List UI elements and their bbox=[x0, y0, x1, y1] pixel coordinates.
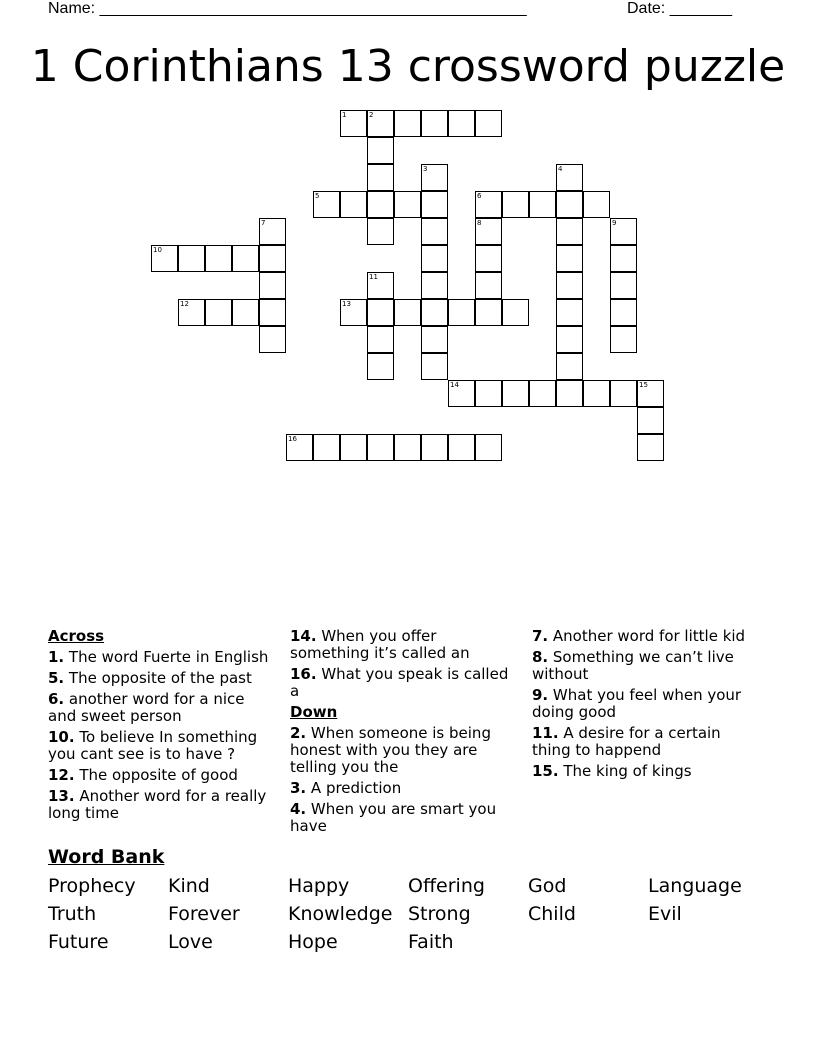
crossword-cell[interactable] bbox=[475, 191, 502, 218]
crossword-cell[interactable] bbox=[367, 164, 394, 191]
clue-number: 1 bbox=[342, 111, 347, 119]
crossword-cell[interactable] bbox=[394, 110, 421, 137]
crossword-cell[interactable] bbox=[232, 299, 259, 326]
word-bank-word: Truth bbox=[48, 903, 97, 925]
clue-text: Another word for a really long time bbox=[48, 787, 267, 822]
crossword-cell[interactable] bbox=[583, 380, 610, 407]
clue-number: 5 bbox=[315, 192, 320, 200]
clue-number: 15 bbox=[639, 381, 648, 389]
crossword-cell[interactable] bbox=[367, 353, 394, 380]
clue-number-label: 14. bbox=[290, 627, 317, 645]
clue-text: The opposite of the past bbox=[64, 669, 252, 687]
clue-number-label: 2. bbox=[290, 724, 307, 742]
word-bank-word: Love bbox=[168, 931, 213, 953]
crossword-cell[interactable] bbox=[421, 326, 448, 353]
clue-number-label: 7. bbox=[532, 627, 549, 645]
crossword-cell[interactable] bbox=[583, 191, 610, 218]
clue-number: 13 bbox=[342, 300, 351, 308]
crossword-cell[interactable] bbox=[205, 245, 232, 272]
crossword-cell[interactable] bbox=[637, 407, 664, 434]
clue-text: A desire for a certain thing to happend bbox=[532, 724, 721, 759]
clue-text: What you speak is called a bbox=[290, 665, 509, 700]
clue-number-label: 9. bbox=[532, 686, 549, 704]
crossword-cell[interactable] bbox=[421, 245, 448, 272]
word-bank-word: Child bbox=[528, 903, 576, 925]
crossword-cell[interactable] bbox=[448, 110, 475, 137]
crossword-cell[interactable] bbox=[556, 164, 583, 191]
clue-number: 16 bbox=[288, 435, 297, 443]
word-bank-word: Prophecy bbox=[48, 875, 136, 897]
crossword-cell[interactable] bbox=[367, 299, 394, 326]
crossword-cell[interactable] bbox=[340, 191, 367, 218]
word-bank-title: Word Bank bbox=[48, 846, 165, 868]
crossword-cell[interactable] bbox=[556, 353, 583, 380]
crossword-cell[interactable] bbox=[232, 245, 259, 272]
clue-number-label: 3. bbox=[290, 779, 307, 797]
crossword-cell[interactable] bbox=[421, 272, 448, 299]
clue-text: Something we can’t live without bbox=[532, 648, 734, 683]
clue-number: 7 bbox=[261, 219, 266, 227]
clue-text: What you feel when your doing good bbox=[532, 686, 742, 721]
clues-column-2 bbox=[290, 628, 518, 839]
crossword-cell[interactable] bbox=[367, 272, 394, 299]
crossword-cell[interactable] bbox=[556, 380, 583, 407]
crossword-cell[interactable] bbox=[367, 326, 394, 353]
crossword-cell[interactable] bbox=[340, 434, 367, 461]
clue-item bbox=[48, 729, 276, 763]
down-heading: Down bbox=[290, 703, 338, 721]
clue-text: Another word for little kid bbox=[548, 627, 746, 645]
crossword-cell[interactable] bbox=[367, 137, 394, 164]
crossword-cell[interactable] bbox=[502, 191, 529, 218]
crossword-cell[interactable] bbox=[475, 245, 502, 272]
word-bank-word: Kind bbox=[168, 875, 210, 897]
word-bank-word: Strong bbox=[408, 903, 471, 925]
clue-number-label: 4. bbox=[290, 800, 307, 818]
word-bank-word: Evil bbox=[648, 903, 682, 925]
crossword-cell[interactable] bbox=[394, 299, 421, 326]
clue-number-label: 11. bbox=[532, 724, 559, 742]
crossword-cell[interactable] bbox=[259, 245, 286, 272]
clue-item bbox=[48, 788, 276, 822]
crossword-cell[interactable] bbox=[367, 218, 394, 245]
word-bank-word: Language bbox=[648, 875, 742, 897]
crossword-cell[interactable] bbox=[637, 380, 664, 407]
crossword-cell[interactable] bbox=[475, 272, 502, 299]
across-heading: Across bbox=[48, 627, 105, 645]
name-field-label: Name: ________________________________________________ bbox=[48, 0, 527, 17]
clue-number: 4 bbox=[558, 165, 563, 173]
clue-number: 3 bbox=[423, 165, 428, 173]
crossword-cell[interactable] bbox=[286, 434, 313, 461]
clue-text: When someone is being honest with you they are telling you the bbox=[290, 724, 491, 776]
clues-column-1 bbox=[48, 628, 276, 826]
word-bank-word: Offering bbox=[408, 875, 485, 897]
clue-item bbox=[532, 725, 760, 759]
crossword-cell[interactable] bbox=[475, 110, 502, 137]
clue-number-label: 1. bbox=[48, 648, 65, 666]
clue-item bbox=[532, 763, 760, 780]
crossword-cell[interactable] bbox=[448, 299, 475, 326]
crossword-cell[interactable] bbox=[637, 434, 664, 461]
clue-number-label: 12. bbox=[48, 766, 75, 784]
page-title: 1 Corinthians 13 crossword puzzle bbox=[30, 41, 786, 92]
crossword-cell[interactable] bbox=[340, 110, 367, 137]
clue-item bbox=[290, 628, 518, 662]
clue-item bbox=[48, 691, 276, 725]
clue-number: 10 bbox=[153, 246, 162, 254]
clue-number: 6 bbox=[477, 192, 482, 200]
clue-number: 14 bbox=[450, 381, 459, 389]
crossword-cell[interactable] bbox=[421, 110, 448, 137]
crossword-cell[interactable] bbox=[610, 245, 637, 272]
word-bank-word: Faith bbox=[408, 931, 454, 953]
crossword-cell[interactable] bbox=[610, 326, 637, 353]
clue-item bbox=[532, 628, 760, 645]
crossword-cell[interactable] bbox=[448, 434, 475, 461]
crossword-cell[interactable] bbox=[313, 434, 340, 461]
crossword-cell[interactable] bbox=[502, 299, 529, 326]
crossword-cell[interactable] bbox=[610, 299, 637, 326]
crossword-cell[interactable] bbox=[610, 272, 637, 299]
clue-number-label: 10. bbox=[48, 728, 75, 746]
crossword-cell[interactable] bbox=[556, 245, 583, 272]
clues-column-3 bbox=[532, 628, 760, 784]
crossword-cell[interactable] bbox=[259, 299, 286, 326]
crossword-cell[interactable] bbox=[502, 380, 529, 407]
crossword-cell[interactable] bbox=[475, 380, 502, 407]
clue-text: When you offer something it’s called an bbox=[290, 627, 470, 662]
word-bank-word: Hope bbox=[288, 931, 338, 953]
clue-number: 9 bbox=[612, 219, 617, 227]
clue-item bbox=[532, 649, 760, 683]
crossword-cell[interactable] bbox=[556, 272, 583, 299]
crossword-cell[interactable] bbox=[421, 353, 448, 380]
clue-text: another word for a nice and sweet person bbox=[48, 690, 245, 725]
crossword-cell[interactable] bbox=[475, 434, 502, 461]
crossword-cell[interactable] bbox=[394, 191, 421, 218]
crossword-cell[interactable] bbox=[205, 299, 232, 326]
clue-text: A prediction bbox=[306, 779, 402, 797]
crossword-cell[interactable] bbox=[556, 299, 583, 326]
crossword-cell[interactable] bbox=[421, 191, 448, 218]
crossword-cell[interactable] bbox=[556, 326, 583, 353]
clue-number-label: 15. bbox=[532, 762, 559, 780]
clue-text: The word Fuerte in English bbox=[64, 648, 269, 666]
word-bank-word: Happy bbox=[288, 875, 350, 897]
crossword-cell[interactable] bbox=[610, 218, 637, 245]
crossword-cell[interactable] bbox=[340, 299, 367, 326]
crossword-cell[interactable] bbox=[421, 218, 448, 245]
clue-item bbox=[532, 687, 760, 721]
word-bank-word: God bbox=[528, 875, 567, 897]
date-field-label: Date: _______ bbox=[627, 0, 732, 17]
crossword-cell[interactable] bbox=[259, 218, 286, 245]
clue-number: 8 bbox=[477, 219, 482, 227]
crossword-cell[interactable] bbox=[151, 245, 178, 272]
clue-item bbox=[290, 801, 518, 835]
crossword-cell[interactable] bbox=[475, 218, 502, 245]
crossword-cell[interactable] bbox=[556, 191, 583, 218]
clue-number-label: 16. bbox=[290, 665, 317, 683]
clue-number-label: 8. bbox=[532, 648, 549, 666]
crossword-cell[interactable] bbox=[367, 434, 394, 461]
clue-number: 11 bbox=[369, 273, 378, 281]
crossword-cell[interactable] bbox=[448, 380, 475, 407]
clue-number-label: 13. bbox=[48, 787, 75, 805]
crossword-cell[interactable] bbox=[529, 380, 556, 407]
crossword-cell[interactable] bbox=[556, 218, 583, 245]
crossword-cell[interactable] bbox=[610, 380, 637, 407]
clue-text: The king of kings bbox=[558, 762, 692, 780]
clue-item bbox=[290, 725, 518, 776]
crossword-cell[interactable] bbox=[259, 272, 286, 299]
clue-item bbox=[290, 780, 518, 797]
crossword-cell[interactable] bbox=[367, 110, 394, 137]
clue-number-label: 5. bbox=[48, 669, 65, 687]
crossword-cell[interactable] bbox=[178, 245, 205, 272]
clue-item bbox=[48, 670, 276, 687]
clue-item bbox=[48, 649, 276, 666]
crossword-cell[interactable] bbox=[421, 164, 448, 191]
word-bank-word: Forever bbox=[168, 903, 240, 925]
crossword-cell[interactable] bbox=[313, 191, 340, 218]
crossword-cell[interactable] bbox=[367, 191, 394, 218]
word-bank-word: Knowledge bbox=[288, 903, 393, 925]
clue-number: 12 bbox=[180, 300, 189, 308]
crossword-cell[interactable] bbox=[178, 299, 205, 326]
clue-text: When you are smart you have bbox=[290, 800, 497, 835]
clue-text: The opposite of good bbox=[74, 766, 238, 784]
crossword-cell[interactable] bbox=[394, 434, 421, 461]
crossword-cell[interactable] bbox=[259, 326, 286, 353]
crossword-cell[interactable] bbox=[529, 191, 556, 218]
crossword-cell[interactable] bbox=[421, 299, 448, 326]
crossword-cell[interactable] bbox=[475, 299, 502, 326]
clue-number: 2 bbox=[369, 111, 374, 119]
clue-item bbox=[290, 666, 518, 700]
crossword-cell[interactable] bbox=[421, 434, 448, 461]
clue-item bbox=[48, 767, 276, 784]
clue-text: To believe In something you cant see is to have ? bbox=[48, 728, 258, 763]
crossword-grid bbox=[0, 0, 816, 470]
word-bank-word: Future bbox=[48, 931, 109, 953]
clue-number-label: 6. bbox=[48, 690, 65, 708]
